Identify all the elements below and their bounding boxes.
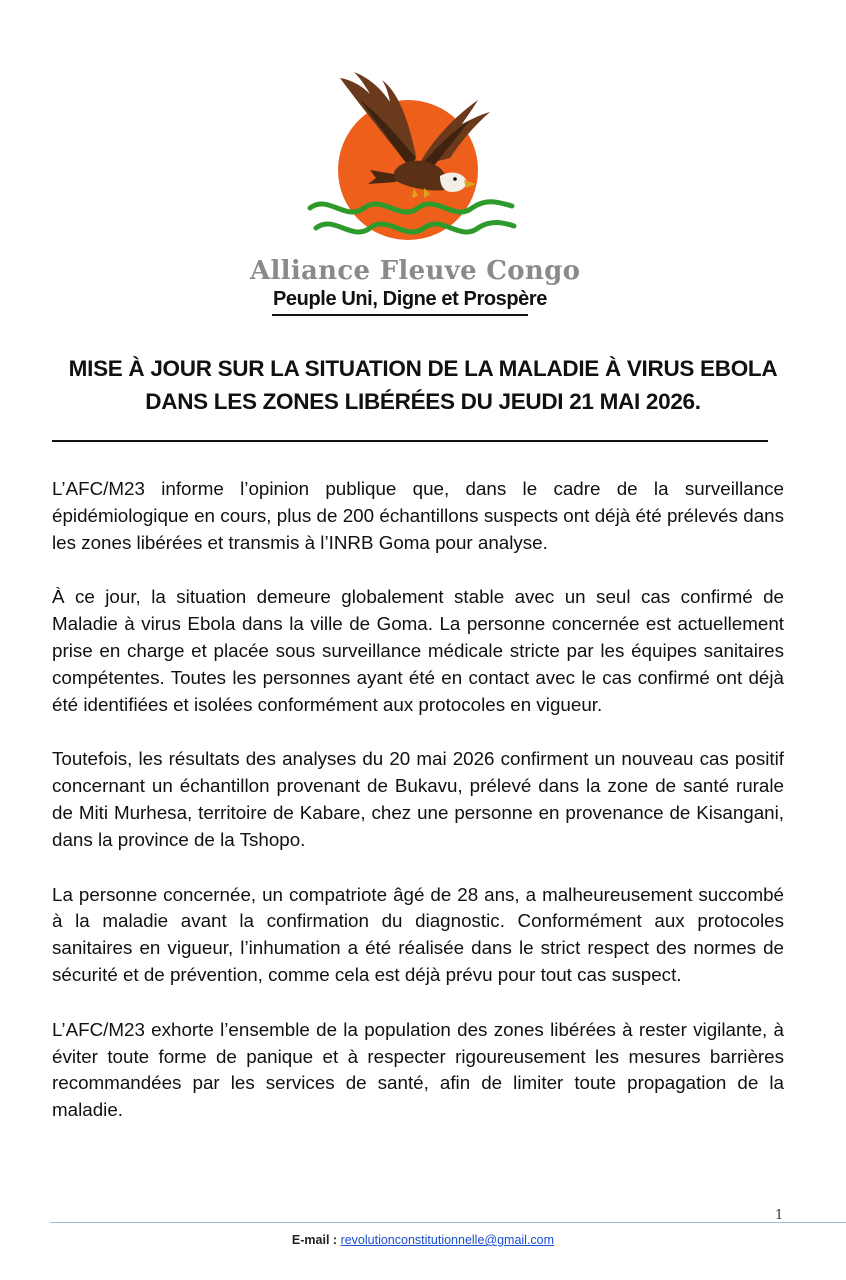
paragraph-deceased-patient: La personne concernée, un compatriote âgé de 28 ans, a malheureusement succombé à la maladie avant la confirmation du diagnostic. Conformément aux protocoles sanitaires en vigueur, l’inhumation a été réalisée dans le strict respect des normes de sécurité et de prévention, comme cela est déjà prévu pour tout cas suspect. [52,883,784,985]
eagle-sun-logo-icon [290,60,530,255]
organization-logo [250,60,580,320]
paragraph-public-appeal: L’AFC/M23 exhorte l’ensemble de la population des zones libérées à rester vigilante, à éviter toute forme de panique et à respecter rigoureusement les mesures barrières recommandées par les services de santé, afin de limiter toute propagation de la maladie. [52,1018,784,1121]
email-link[interactable]: revolutionconstitutionnelle@gmail.com [340,1233,555,1247]
email-label: E-mail : [291,1233,338,1247]
organization-name: Alliance Fleuve Congo [250,256,581,286]
document-body [52,476,784,1152]
footer-contact [0,1233,846,1247]
title-line-2: DANS LES ZONES LIBÉRÉES DU JEUDI 21 MAI 2026. [145,389,701,414]
page-number: 1 [775,1208,784,1223]
paragraph-goma-case: À ce jour, la situation demeure globalement stable avec un seul cas confirmé de Maladie à virus Ebola dans la ville de Goma. La personne concernée est actuellement prise en charge et placée sous surveillance médicale stricte par les équipes sanitaires compétentes. Toutes les personnes ayant été en contact avec le cas confirmé ont déjà été identifiées et isolées conformément aux protocoles en vigueur. [52,586,784,715]
title-line-1: MISE À JOUR SUR LA SITUATION DE LA MALADIE À VIRUS EBOLA [68,356,778,381]
document-title [40,352,806,418]
footer-divider [50,1222,846,1223]
slogan-underline [272,314,528,316]
paragraph-bukavu-case: Toutefois, les résultats des analyses du 20 mai 2026 confirment un nouveau cas positif concernant un échantillon provenant de Bukavu, prélevé dans la zone de santé rurale de Miti Murhesa, territoire de Kabare, chez une personne en provenance de Kisangani, dans la province de la Tshopo. [52,748,784,850]
paragraph-samples: L’AFC/M23 informe l’opinion publique que, dans le cadre de la surveillance épidémiologique en cours, plus de 200 échantillons suspects ont déjà été prélevés dans les zones libérées et transmis à l’INRB Goma pour analyse. [52,478,784,553]
organization-slogan: Peuple Uni, Digne et Prospère [272,288,548,310]
title-divider [52,440,768,442]
